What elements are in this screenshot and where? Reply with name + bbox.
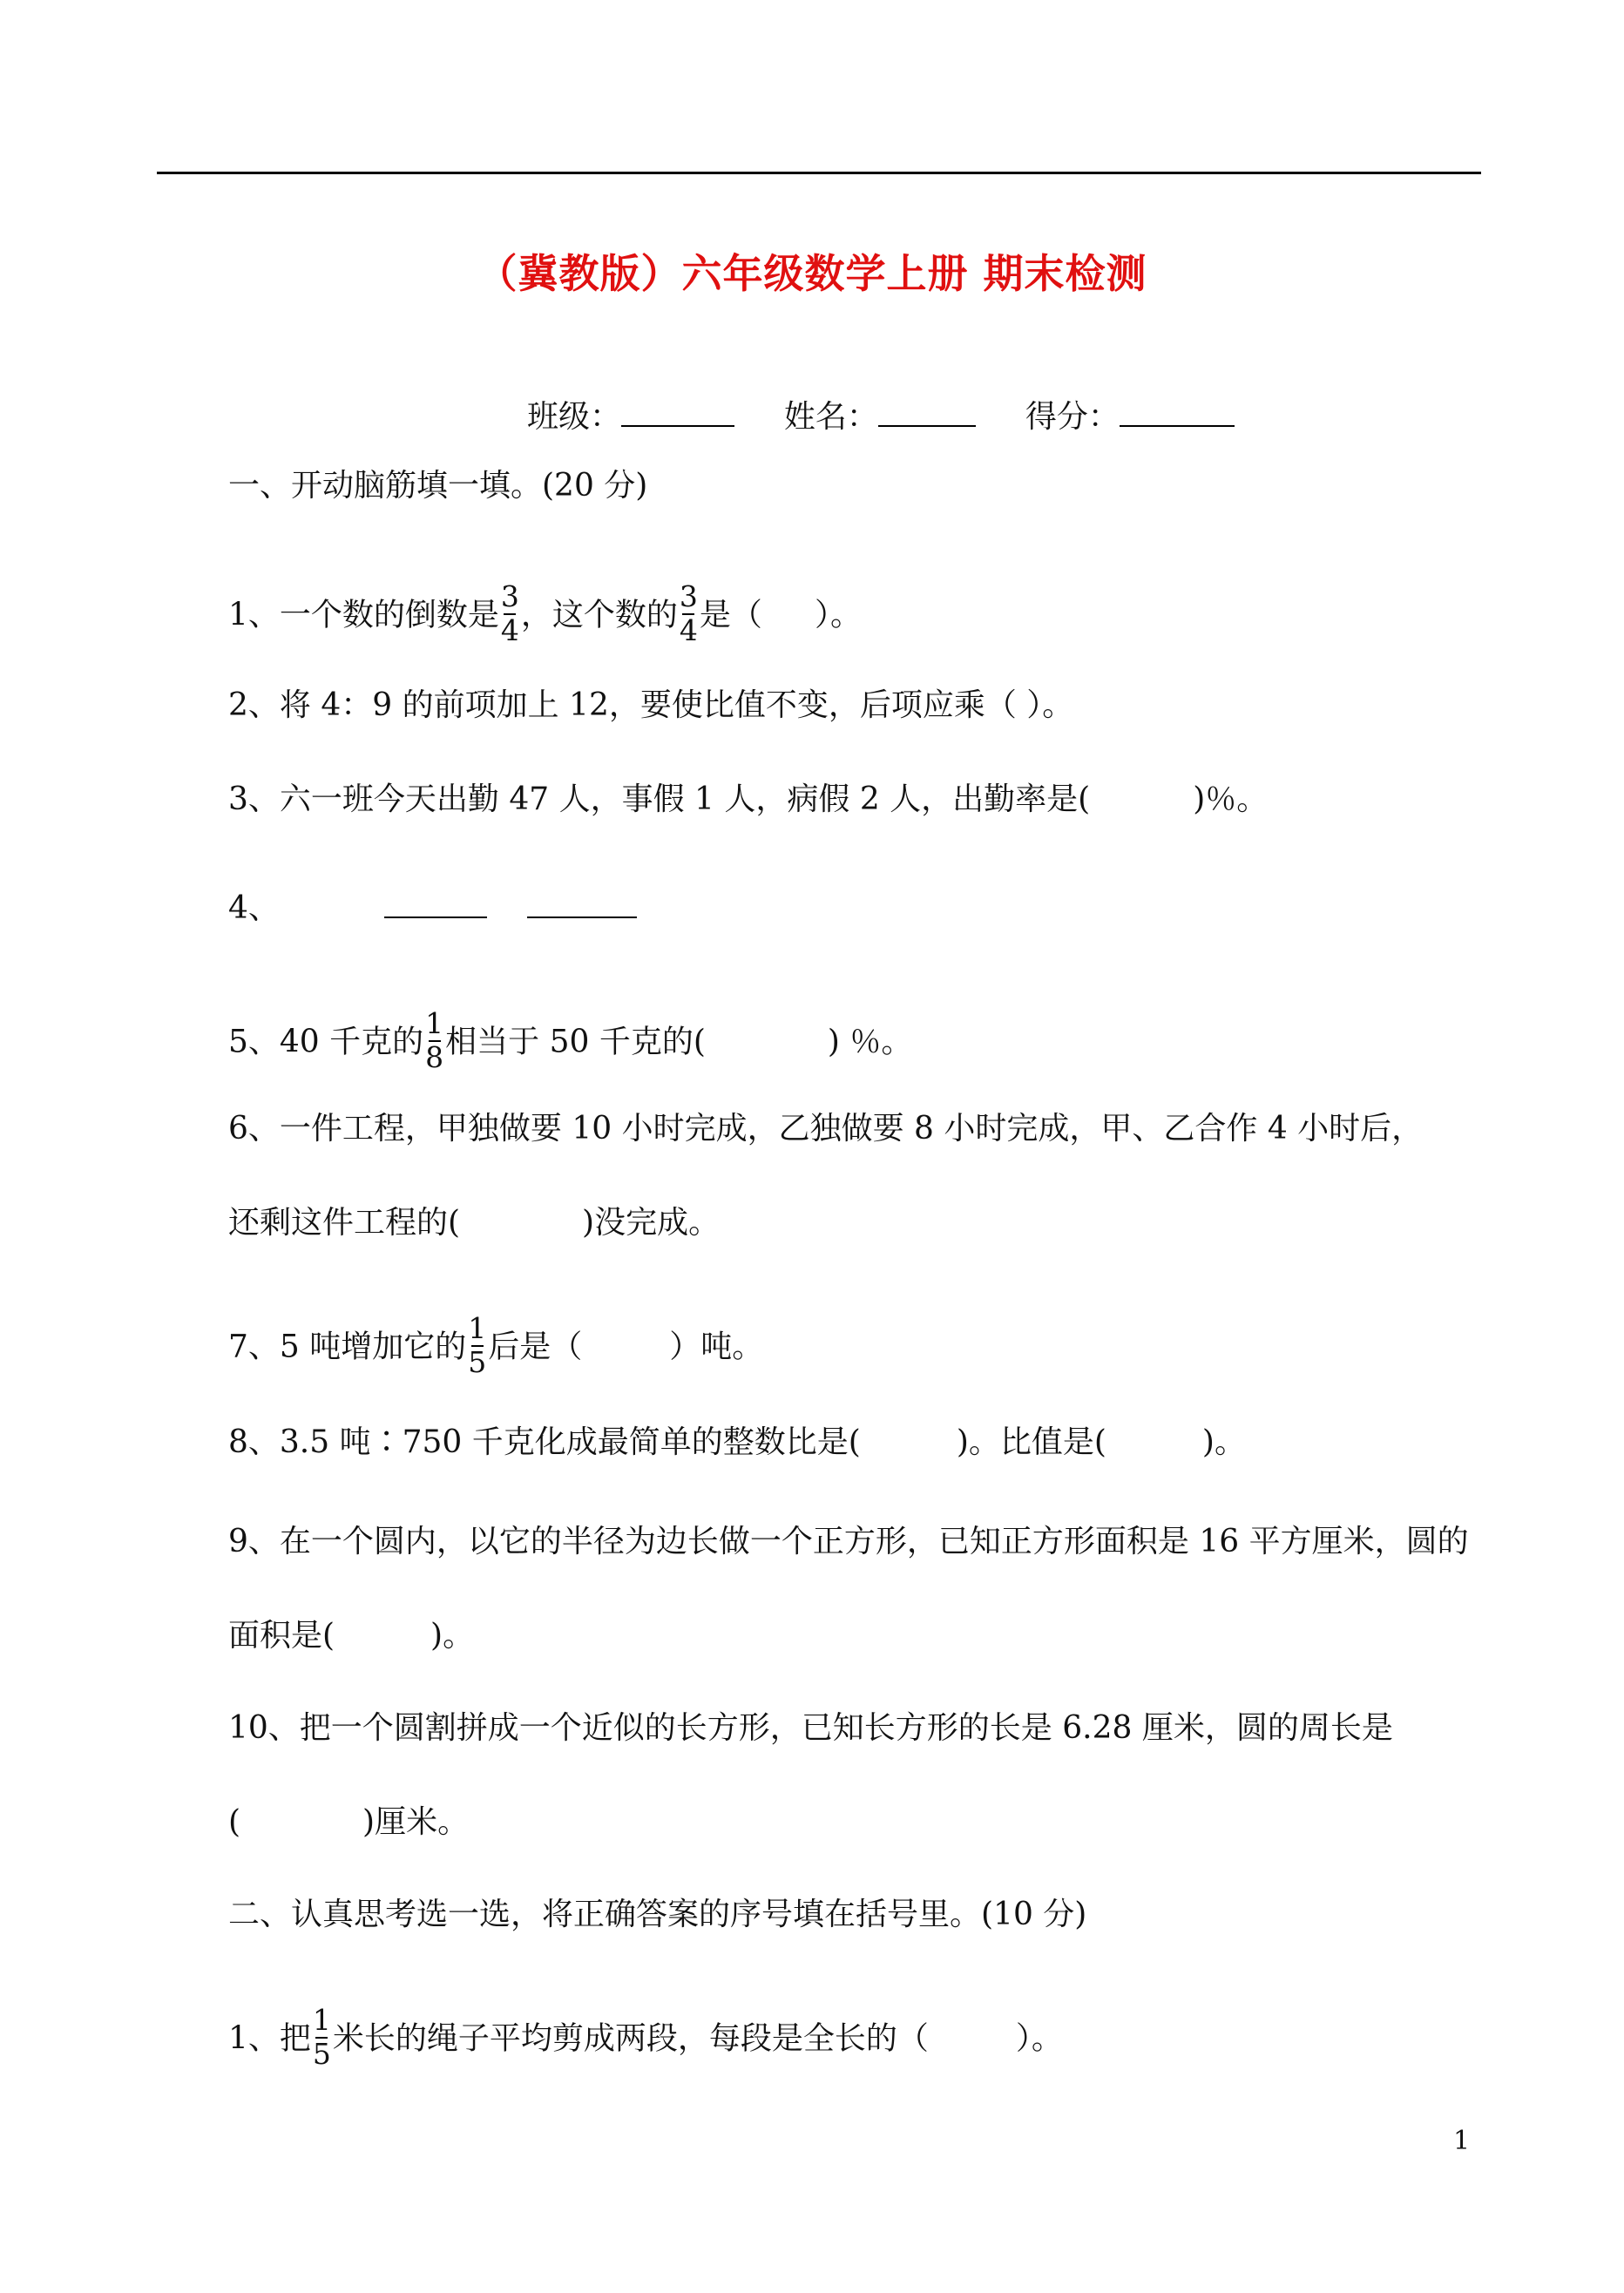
answer-blank [384,890,487,918]
question-1-5: 5、40 千克的 $\frac{1}{8}$ 相当于 50 千克的( ) ％。 [228,1006,913,1074]
page-number: 1 [1453,2126,1471,2156]
question-1-6: 6、一件工程，甲独做要 10 小时完成，乙独做要 8 小时完成，甲、乙合作 4 小时后， [228,1111,1424,1146]
question-1-10: 10、把一个圆割拼成一个近似的长方形，已知长方形的长是 6.28 厘米，圆的周长是 [228,1710,1393,1746]
question-1-6-cont: 还剩这件工程的( )没完成。 [228,1205,721,1241]
fraction: $\frac{1}{5}$ [312,2003,331,2071]
header-rule [157,172,1481,174]
question-1-2: 2、将 4：9 的前项加上 12，要使比值不变，后项应乘（ ）。 [228,687,1074,723]
question-1-10-cont: ( )厘米。 [228,1804,470,1840]
question-2-1: 1、把 $\frac{1}{5}$ 米长的绳子平均剪成两段，每段是全长的（ ）。 [228,2003,1063,2071]
fraction: $\frac{3}{4}$ [500,579,519,647]
question-1-1: 1、一个数的倒数是 $\frac{3}{4}$ ，这个数的 $\frac{3}{4}$ 是（ ）。 [228,579,862,647]
fraction: $\frac{1}{5}$ [468,1311,487,1379]
question-1-9: 9、在一个圆内，以它的半径为边长做一个正方形，已知正方形面积是 16 平方厘米，圆的 [228,1524,1469,1559]
class-label: 班级： [527,399,622,435]
question-1-8: 8、3.5 吨∶750 千克化成最简单的整数比是( )。比值是( )。 [228,1424,1246,1460]
question-1-7: 7、5 吨增加它的 $\frac{1}{5}$ 后是（ ）吨。 [228,1311,764,1379]
question-1-4: 4、 [228,890,637,924]
name-label: 姓名： [783,399,878,435]
section2-heading: 二、认真思考选一选，将正确答案的序号填在括号里。(10 分) [228,1897,1087,1932]
fraction: $\frac{1}{8}$ [425,1006,444,1074]
class-blank [621,397,734,427]
score-label: 得分： [1025,399,1120,435]
fraction: $\frac{3}{4}$ [679,579,698,647]
page-title: （冀教版）六年级数学上册 期末检测 [477,250,1147,297]
question-1-9-cont: 面积是( )。 [228,1618,475,1654]
section1-heading: 一、开动脑筋填一填。(20 分) [228,468,648,504]
score-blank [1120,397,1235,427]
student-info-row [527,392,1235,436]
answer-blank [527,890,637,918]
name-blank [878,397,976,427]
question-1-3: 3、六一班今天出勤 47 人，事假 1 人，病假 2 人，出勤率是( )％。 [228,781,1269,817]
